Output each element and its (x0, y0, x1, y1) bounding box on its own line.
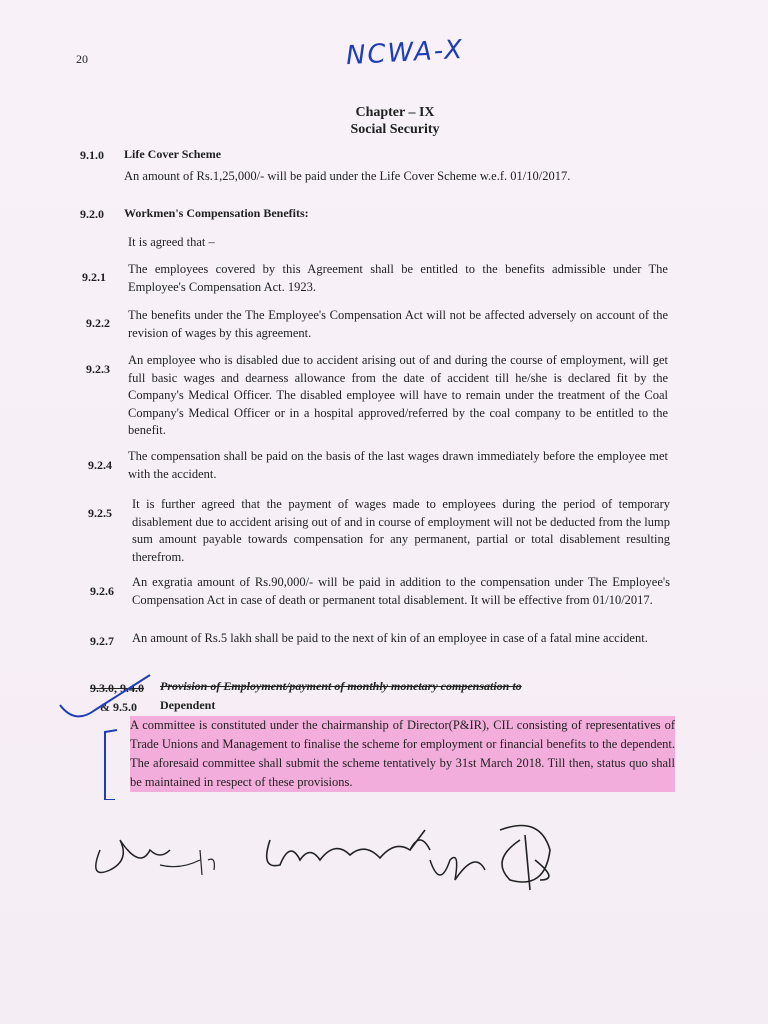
clause-text: The benefits under the The Employee's Compensation Act will not be affected adversely on account of the revision of wages by this agreement. (128, 308, 668, 340)
clause-text: It is further agreed that the payment of wages made to employees during the period of temporary disablement due to accident arising out of and in course of employment will not be deducted from the lump sum amount payable towards compensation for any permanent, partial or total disablement resulting therefrom. (132, 497, 670, 564)
highlighted-provision-text: A committee is constituted under the chairmanship of Director(P&IR), CIL consisting of representatives of Trade Unions and Management to finalise the scheme for employment or financial benefits to the dependent. The aforesaid committee shall submit the scheme tentatively by 31st March 2018. Till then, status quo shall be maintained in respect of these provisions. (130, 716, 675, 792)
section-heading: Life Cover Scheme (124, 147, 222, 161)
provision-heading: Dependent (160, 698, 216, 712)
checkmark-icon (55, 670, 175, 800)
clause-text: An employee who is disabled due to accident arising out of and during the course of employment, will get full basic wages and dearness allowance from the date of accident till he/she is declared fit by the Company's Medical Officer. The disabled employee will have to remain under the treatment of the Coal Company's Medical Officer or in a hospital approved/referred by the coal company to be entitled to the benefit. (128, 353, 668, 437)
life-cover-text: An amount of Rs.1,25,000/- will be paid under the Life Cover Scheme w.e.f. 01/10/2017. (124, 169, 571, 183)
clause-number: 9.2.4 (88, 458, 112, 472)
clause-text: The compensation shall be paid on the basis of the last wages drawn immediately before the employee met with the accident. (128, 449, 668, 481)
agreed-text: It is agreed that – (128, 235, 215, 249)
clause-number: 9.2.3 (86, 362, 110, 376)
clause-text: An exgratia amount of Rs.90,000/- will be paid in addition to the compensation under The Employee's Compensation Act in case of death or permanent total disablement. It will be effective from 01/10/2017. (132, 575, 670, 607)
clause-number: 9.2.6 (90, 584, 114, 598)
clause-number: 9.2.7 (90, 634, 114, 648)
signatures-icon (90, 820, 630, 910)
provision-struck-heading: Provision of Employment/payment of monthly monetary compensation to (160, 679, 522, 693)
chapter-title: Social Security (350, 122, 440, 137)
clause-number: 9.2.5 (88, 506, 112, 520)
page-number: 20 (76, 52, 88, 66)
clause-text: The employees covered by this Agreement shall be entitled to the benefits admissible under The Employee's Compensation Act. 1923. (128, 262, 668, 294)
section-heading: Workmen's Compensation Benefits: (124, 206, 309, 220)
chapter-number: Chapter – IX (355, 105, 435, 120)
clause-text: An amount of Rs.5 lakh shall be paid to the next of kin of an employee in case of a fatal mine accident. (132, 631, 648, 645)
provision-number: 9.3.0, 9.4.0 (90, 681, 144, 695)
handwritten-annotation: NCWA-X (345, 34, 465, 72)
clause-number: 9.2.1 (82, 270, 106, 284)
provision-number-2: & 9.5.0 (100, 700, 137, 714)
section-number: 9.1.0 (80, 148, 104, 162)
clause-number: 9.2.2 (86, 316, 110, 330)
section-number: 9.2.0 (80, 207, 104, 221)
